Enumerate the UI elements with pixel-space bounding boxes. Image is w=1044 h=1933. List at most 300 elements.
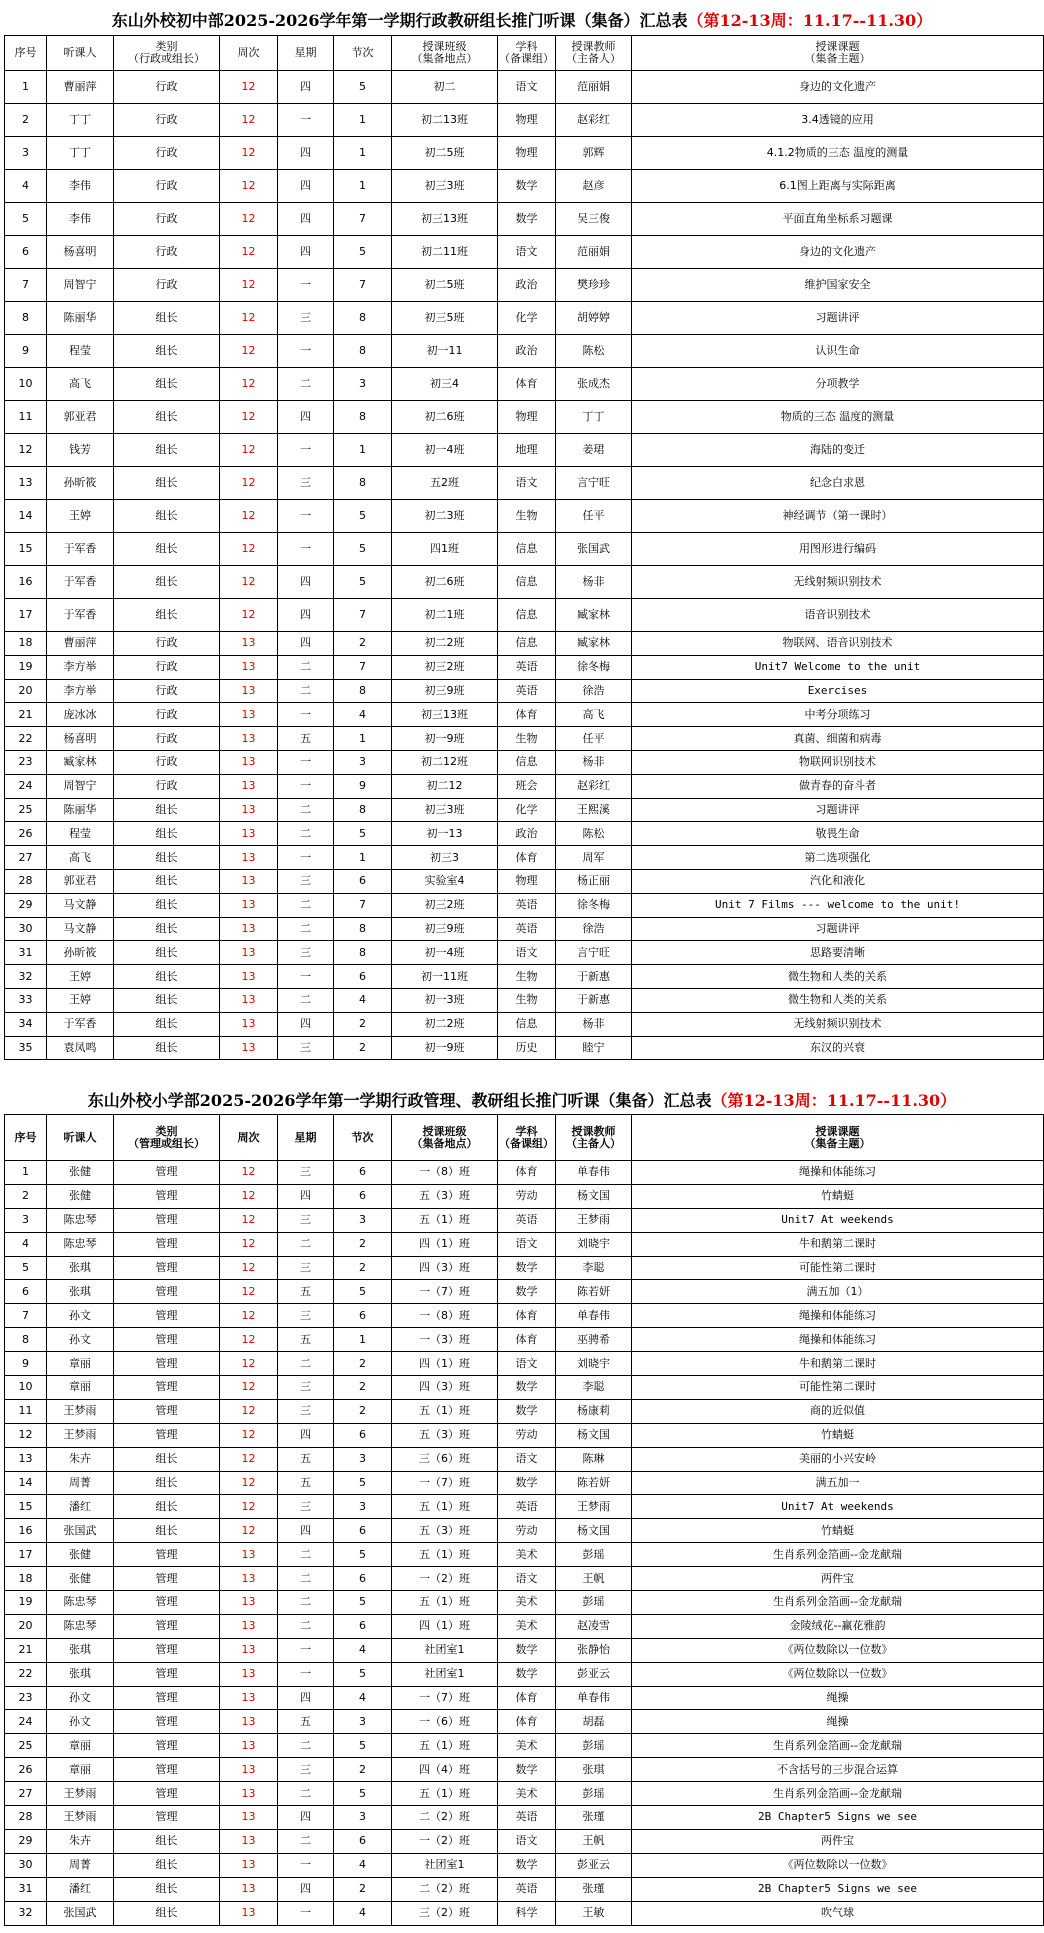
category: 行政 <box>114 632 220 656</box>
category: 管理 <box>114 1567 220 1591</box>
table-row <box>5 1352 1044 1376</box>
week: 12 <box>220 170 278 203</box>
topic: 2B Chapter5 Signs we see <box>632 1806 1044 1830</box>
class-location: 初二12 <box>392 774 498 798</box>
week: 12 <box>220 1328 278 1352</box>
subject: 体育 <box>498 368 556 401</box>
subject: 美术 <box>498 1543 556 1567</box>
category: 组长 <box>114 965 220 989</box>
subject: 物理 <box>498 137 556 170</box>
week: 12 <box>220 1376 278 1400</box>
weekday: 四 <box>278 1806 334 1830</box>
category: 组长 <box>114 368 220 401</box>
topic: 物联网、语音识别技术 <box>632 632 1044 656</box>
row-no: 16 <box>5 566 47 599</box>
topic: 牛和鹅第二课时 <box>632 1232 1044 1256</box>
subject: 信息 <box>498 632 556 656</box>
row-no: 23 <box>5 750 47 774</box>
category: 组长 <box>114 988 220 1012</box>
weekday: 二 <box>278 1567 334 1591</box>
table-row <box>5 137 1044 170</box>
weekday: 三 <box>278 1304 334 1328</box>
category: 组长 <box>114 1853 220 1877</box>
category: 管理 <box>114 1710 220 1734</box>
teacher-name: 孙文 <box>47 1686 114 1710</box>
weekday: 一 <box>278 1901 334 1925</box>
week: 12 <box>220 104 278 137</box>
class-location: 初一11 <box>392 335 498 368</box>
table-header-row <box>5 1115 1044 1161</box>
teacher-name: 张健 <box>47 1161 114 1185</box>
category: 行政 <box>114 750 220 774</box>
period: 2 <box>334 1352 392 1376</box>
topic: 牛和鹅第二课时 <box>632 1352 1044 1376</box>
teacher-name: 曹丽萍 <box>47 632 114 656</box>
row-no: 35 <box>5 1036 47 1060</box>
week: 13 <box>220 703 278 727</box>
instructor: 单春伟 <box>556 1161 632 1185</box>
row-no: 20 <box>5 1614 47 1638</box>
class-location: 社团室1 <box>392 1638 498 1662</box>
weekday: 四 <box>278 1012 334 1036</box>
topic: 敬畏生命 <box>632 822 1044 846</box>
topic: Unit 7 Films --- welcome to the unit! <box>632 893 1044 917</box>
class-location: 一（2）班 <box>392 1829 498 1853</box>
instructor: 王梦雨 <box>556 1495 632 1519</box>
category: 管理 <box>114 1614 220 1638</box>
category: 组长 <box>114 941 220 965</box>
week: 13 <box>220 893 278 917</box>
weekday: 一 <box>278 269 334 302</box>
period: 5 <box>334 1591 392 1615</box>
topic: 竹蜻蜓 <box>632 1184 1044 1208</box>
row-no: 21 <box>5 703 47 727</box>
teacher-name: 陈丽华 <box>47 302 114 335</box>
teacher-name: 曹丽萍 <box>47 71 114 104</box>
teacher-name: 周智宁 <box>47 774 114 798</box>
category: 管理 <box>114 1806 220 1830</box>
topic: 做青春的奋斗者 <box>632 774 1044 798</box>
teacher-name: 张健 <box>47 1184 114 1208</box>
table-row <box>5 1208 1044 1232</box>
instructor: 赵彦 <box>556 170 632 203</box>
col-instructor: 授课教师 （主备人） <box>556 36 632 71</box>
category: 组长 <box>114 1829 220 1853</box>
topic: 生肖系列金箔画--金龙献瑞 <box>632 1543 1044 1567</box>
teacher-name: 于军香 <box>47 533 114 566</box>
period: 2 <box>334 632 392 656</box>
weekday: 一 <box>278 500 334 533</box>
period: 6 <box>334 869 392 893</box>
table-row <box>5 750 1044 774</box>
teacher-name: 马文静 <box>47 917 114 941</box>
period: 6 <box>334 1614 392 1638</box>
week: 13 <box>220 1829 278 1853</box>
col-class: 授课班级 （集备地点） <box>392 36 498 71</box>
period: 1 <box>334 846 392 870</box>
class-location: 一（3）班 <box>392 1328 498 1352</box>
subject: 物理 <box>498 401 556 434</box>
category: 管理 <box>114 1232 220 1256</box>
topic: 不含括号的三步混合运算 <box>632 1758 1044 1782</box>
topic: 《两位数除以一位数》 <box>632 1662 1044 1686</box>
period: 5 <box>334 1471 392 1495</box>
teacher-name: 潘红 <box>47 1877 114 1901</box>
period: 8 <box>334 302 392 335</box>
teacher-name: 郭亚君 <box>47 401 114 434</box>
instructor: 陈松 <box>556 335 632 368</box>
weekday: 二 <box>278 893 334 917</box>
subject: 数学 <box>498 1376 556 1400</box>
week: 12 <box>220 1208 278 1232</box>
table-row <box>5 269 1044 302</box>
teacher-name: 王梦雨 <box>47 1806 114 1830</box>
instructor: 杨非 <box>556 750 632 774</box>
instructor: 李聪 <box>556 1376 632 1400</box>
junior-listening-table <box>4 35 1044 1060</box>
topic: 绳操和体能练习 <box>632 1161 1044 1185</box>
weekday: 四 <box>278 1184 334 1208</box>
class-location: 初二2班 <box>392 632 498 656</box>
col-period: 节次 <box>334 36 392 71</box>
weekday: 三 <box>278 1208 334 1232</box>
period: 5 <box>334 1280 392 1304</box>
topic: 维护国家安全 <box>632 269 1044 302</box>
weekday: 二 <box>278 679 334 703</box>
subject: 英语 <box>498 655 556 679</box>
subject: 物理 <box>498 869 556 893</box>
period: 8 <box>334 917 392 941</box>
teacher-name: 潘红 <box>47 1495 114 1519</box>
subject: 美术 <box>498 1591 556 1615</box>
instructor: 刘晓宇 <box>556 1232 632 1256</box>
weekday: 三 <box>278 302 334 335</box>
topic: 金陵绒花--赢花雅韵 <box>632 1614 1044 1638</box>
weekday: 五 <box>278 1710 334 1734</box>
class-location: 初一3班 <box>392 988 498 1012</box>
subject: 数学 <box>498 1638 556 1662</box>
period: 1 <box>334 104 392 137</box>
table-row <box>5 1734 1044 1758</box>
table-row <box>5 1686 1044 1710</box>
table-row <box>5 1280 1044 1304</box>
instructor: 赵彩红 <box>556 774 632 798</box>
period: 1 <box>334 434 392 467</box>
col-teacher: 听课人 <box>47 1115 114 1161</box>
table-row <box>5 170 1044 203</box>
weekday: 四 <box>278 170 334 203</box>
category: 行政 <box>114 71 220 104</box>
period: 8 <box>334 467 392 500</box>
table-row <box>5 1447 1044 1471</box>
weekday: 二 <box>278 822 334 846</box>
subject: 英语 <box>498 1208 556 1232</box>
subject: 英语 <box>498 1877 556 1901</box>
teacher-name: 张国武 <box>47 1901 114 1925</box>
topic: 竹蜻蜓 <box>632 1519 1044 1543</box>
weekday: 四 <box>278 632 334 656</box>
table-row <box>5 846 1044 870</box>
period: 7 <box>334 599 392 632</box>
category: 管理 <box>114 1376 220 1400</box>
teacher-name: 陈忠琴 <box>47 1591 114 1615</box>
subject: 政治 <box>498 269 556 302</box>
table-row <box>5 302 1044 335</box>
period: 6 <box>334 1161 392 1185</box>
table-row <box>5 1256 1044 1280</box>
class-location: 初二5班 <box>392 269 498 302</box>
row-no: 9 <box>5 1352 47 1376</box>
row-no: 27 <box>5 846 47 870</box>
table-row <box>5 236 1044 269</box>
period: 4 <box>334 1638 392 1662</box>
category: 组长 <box>114 1519 220 1543</box>
row-no: 4 <box>5 1232 47 1256</box>
class-location: 一（7）班 <box>392 1280 498 1304</box>
row-no: 1 <box>5 71 47 104</box>
row-no: 21 <box>5 1638 47 1662</box>
table-row <box>5 1161 1044 1185</box>
subject: 体育 <box>498 846 556 870</box>
weekday: 五 <box>278 1447 334 1471</box>
row-no: 3 <box>5 1208 47 1232</box>
period: 5 <box>334 533 392 566</box>
period: 2 <box>334 1232 392 1256</box>
teacher-name: 朱卉 <box>47 1447 114 1471</box>
teacher-name: 周菁 <box>47 1853 114 1877</box>
topic: Unit7 Welcome to the unit <box>632 655 1044 679</box>
week: 12 <box>220 1471 278 1495</box>
teacher-name: 王婷 <box>47 965 114 989</box>
class-location: 初二13班 <box>392 104 498 137</box>
class-location: 初一9班 <box>392 1036 498 1060</box>
week: 12 <box>220 1519 278 1543</box>
col-subject: 学科 （备课组） <box>498 36 556 71</box>
class-location: 二（2）班 <box>392 1877 498 1901</box>
week: 12 <box>220 1423 278 1447</box>
period: 6 <box>334 1184 392 1208</box>
category: 行政 <box>114 269 220 302</box>
period: 8 <box>334 679 392 703</box>
topic: 两件宝 <box>632 1567 1044 1591</box>
subject: 信息 <box>498 566 556 599</box>
table-row <box>5 941 1044 965</box>
teacher-name: 章丽 <box>47 1758 114 1782</box>
weekday: 二 <box>278 798 334 822</box>
row-no: 11 <box>5 401 47 434</box>
week: 12 <box>220 566 278 599</box>
category: 组长 <box>114 846 220 870</box>
weekday: 一 <box>278 750 334 774</box>
weekday: 二 <box>278 1829 334 1853</box>
category: 组长 <box>114 1901 220 1925</box>
subject: 生物 <box>498 727 556 751</box>
weekday: 五 <box>278 1328 334 1352</box>
teacher-name: 章丽 <box>47 1734 114 1758</box>
weekday: 二 <box>278 1232 334 1256</box>
col-type: 类别 （行政或组长） <box>114 36 220 71</box>
primary-title-period: （第12-13周：11.17--11.30） <box>711 1091 957 1110</box>
subject: 数学 <box>498 203 556 236</box>
category: 管理 <box>114 1304 220 1328</box>
table-row <box>5 703 1044 727</box>
table-row <box>5 1638 1044 1662</box>
class-location: 初三2班 <box>392 655 498 679</box>
topic: 美丽的小兴安岭 <box>632 1447 1044 1471</box>
subject: 政治 <box>498 335 556 368</box>
teacher-name: 王婷 <box>47 988 114 1012</box>
topic: 可能性第二课时 <box>632 1376 1044 1400</box>
table-row <box>5 727 1044 751</box>
class-location: 初一4班 <box>392 434 498 467</box>
col-instructor: 授课教师 （主备人） <box>556 1115 632 1161</box>
topic: 身边的文化遗产 <box>632 71 1044 104</box>
teacher-name: 陈丽华 <box>47 798 114 822</box>
table-row <box>5 104 1044 137</box>
weekday: 二 <box>278 1734 334 1758</box>
period: 2 <box>334 1399 392 1423</box>
period: 2 <box>334 1012 392 1036</box>
row-no: 18 <box>5 1567 47 1591</box>
topic: 物质的三态 温度的测量 <box>632 401 1044 434</box>
row-no: 11 <box>5 1399 47 1423</box>
category: 组长 <box>114 434 220 467</box>
instructor: 臧家林 <box>556 599 632 632</box>
period: 2 <box>334 1877 392 1901</box>
table-row <box>5 1232 1044 1256</box>
subject: 科学 <box>498 1901 556 1925</box>
weekday: 一 <box>278 1638 334 1662</box>
instructor: 于新惠 <box>556 988 632 1012</box>
teacher-name: 丁丁 <box>47 137 114 170</box>
instructor: 范丽娟 <box>556 236 632 269</box>
topic: 竹蜻蜓 <box>632 1423 1044 1447</box>
row-no: 32 <box>5 1901 47 1925</box>
subject: 美术 <box>498 1734 556 1758</box>
subject: 语文 <box>498 71 556 104</box>
col-no: 序号 <box>5 1115 47 1161</box>
subject: 数学 <box>498 170 556 203</box>
subject: 信息 <box>498 1012 556 1036</box>
teacher-name: 臧家林 <box>47 750 114 774</box>
weekday: 一 <box>278 434 334 467</box>
row-no: 29 <box>5 1829 47 1853</box>
topic: 绳操 <box>632 1710 1044 1734</box>
category: 管理 <box>114 1686 220 1710</box>
instructor: 吴三俊 <box>556 203 632 236</box>
period: 8 <box>334 401 392 434</box>
topic: 生肖系列金箔画--金龙献瑞 <box>632 1782 1044 1806</box>
instructor: 彭瑶 <box>556 1543 632 1567</box>
subject: 生物 <box>498 988 556 1012</box>
instructor: 张瑾 <box>556 1877 632 1901</box>
class-location: 四（1）班 <box>392 1232 498 1256</box>
topic: 习题讲评 <box>632 798 1044 822</box>
weekday: 四 <box>278 566 334 599</box>
week: 13 <box>220 846 278 870</box>
table-row <box>5 1328 1044 1352</box>
subject: 化学 <box>498 302 556 335</box>
instructor: 杨文国 <box>556 1423 632 1447</box>
class-location: 五（1）班 <box>392 1399 498 1423</box>
category: 行政 <box>114 170 220 203</box>
class-location: 五（3）班 <box>392 1423 498 1447</box>
row-no: 24 <box>5 774 47 798</box>
topic: 4.1.2物质的三态 温度的测量 <box>632 137 1044 170</box>
table-row <box>5 1012 1044 1036</box>
row-no: 8 <box>5 1328 47 1352</box>
table-row <box>5 679 1044 703</box>
week: 13 <box>220 988 278 1012</box>
instructor: 胡婷婷 <box>556 302 632 335</box>
row-no: 7 <box>5 269 47 302</box>
topic: 《两位数除以一位数》 <box>632 1638 1044 1662</box>
topic: 汽化和液化 <box>632 869 1044 893</box>
row-no: 10 <box>5 1376 47 1400</box>
weekday: 三 <box>278 1036 334 1060</box>
teacher-name: 章丽 <box>47 1352 114 1376</box>
instructor: 胡磊 <box>556 1710 632 1734</box>
category: 行政 <box>114 679 220 703</box>
teacher-name: 王梦雨 <box>47 1782 114 1806</box>
instructor: 徐冬梅 <box>556 893 632 917</box>
weekday: 五 <box>278 1280 334 1304</box>
weekday: 二 <box>278 368 334 401</box>
table-row <box>5 1710 1044 1734</box>
class-location: 初二12班 <box>392 750 498 774</box>
row-no: 12 <box>5 434 47 467</box>
category: 组长 <box>114 335 220 368</box>
week: 13 <box>220 869 278 893</box>
class-location: 四（3）班 <box>392 1376 498 1400</box>
period: 1 <box>334 1328 392 1352</box>
instructor: 陈若妍 <box>556 1471 632 1495</box>
teacher-name: 钱芳 <box>47 434 114 467</box>
class-location: 初三9班 <box>392 679 498 703</box>
table-row <box>5 500 1044 533</box>
instructor: 陈琳 <box>556 1447 632 1471</box>
topic: Unit7 At weekends <box>632 1208 1044 1232</box>
instructor: 王梦雨 <box>556 1208 632 1232</box>
category: 组长 <box>114 917 220 941</box>
period: 4 <box>334 1686 392 1710</box>
row-no: 5 <box>5 203 47 236</box>
period: 1 <box>334 170 392 203</box>
period: 6 <box>334 1829 392 1853</box>
primary-table-title <box>0 1088 1044 1111</box>
period: 3 <box>334 1447 392 1471</box>
col-period: 节次 <box>334 1115 392 1161</box>
weekday: 二 <box>278 1614 334 1638</box>
category: 管理 <box>114 1161 220 1185</box>
instructor: 杨康莉 <box>556 1399 632 1423</box>
weekday: 三 <box>278 1161 334 1185</box>
subject: 语文 <box>498 941 556 965</box>
subject: 语文 <box>498 1447 556 1471</box>
weekday: 二 <box>278 917 334 941</box>
topic: 真菌、细菌和病毒 <box>632 727 1044 751</box>
instructor: 彭亚云 <box>556 1662 632 1686</box>
period: 1 <box>334 137 392 170</box>
period: 3 <box>334 1806 392 1830</box>
week: 13 <box>220 1686 278 1710</box>
table-row <box>5 467 1044 500</box>
week: 12 <box>220 71 278 104</box>
teacher-name: 程莹 <box>47 335 114 368</box>
instructor: 彭亚云 <box>556 1853 632 1877</box>
category: 管理 <box>114 1662 220 1686</box>
row-no: 30 <box>5 1853 47 1877</box>
